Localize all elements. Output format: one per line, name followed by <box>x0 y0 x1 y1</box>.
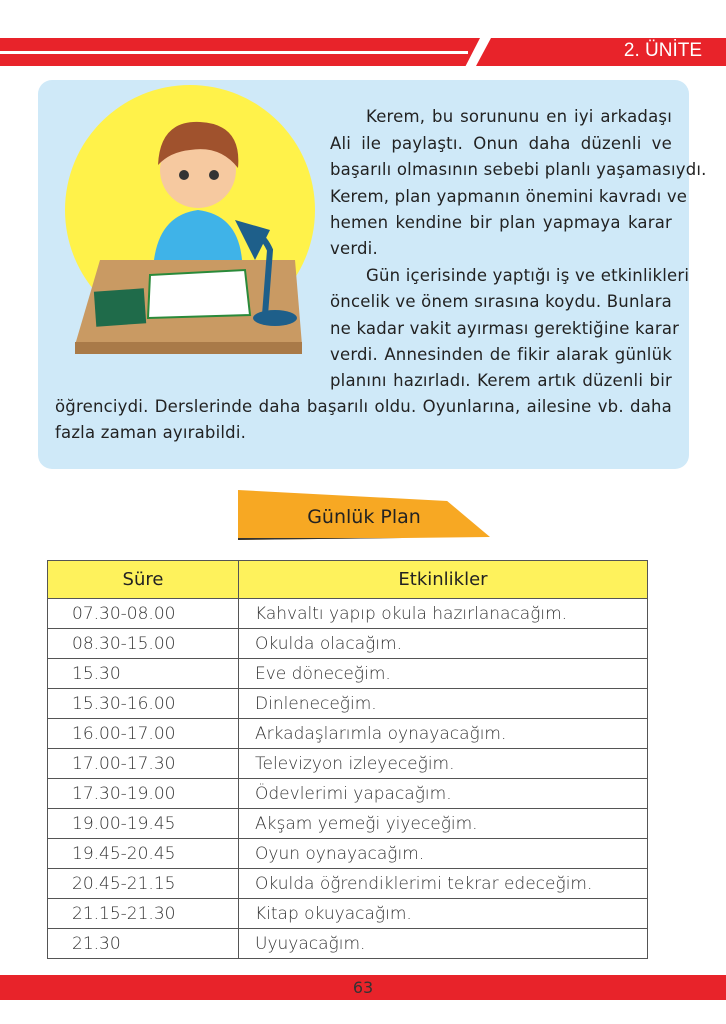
unit-label: 2. ÜNİTE <box>623 40 702 61</box>
story-line: ne kadar vakit ayırması gerektiğine karar <box>330 319 680 338</box>
page-number: 63 <box>352 978 374 997</box>
table-header-row <box>48 561 648 599</box>
time-cell: 19.00-19.45 <box>48 809 239 839</box>
plan-title: Günlük Plan <box>307 506 421 528</box>
activity-cell: Kahvaltı yapıp okula hazırlanacağım. <box>239 599 648 629</box>
activity-cell: Ödevlerimi yapacağım. <box>239 779 648 809</box>
table-row <box>48 899 648 929</box>
activity-cell: Televizyon izleyeceğim. <box>239 749 648 779</box>
table-row <box>48 659 648 689</box>
time-cell: 21.30 <box>48 929 239 959</box>
daily-plan-table <box>47 560 648 959</box>
activity-cell: Eve döneceğim. <box>239 659 648 689</box>
time-cell: 20.45-21.15 <box>48 869 239 899</box>
story-line: Gün içerisinde yaptığı iş ve etkinlikleri <box>366 266 690 285</box>
table-row <box>48 779 648 809</box>
activity-cell: Uyuyacağım. <box>239 929 648 959</box>
time-cell: 21.15-21.30 <box>48 899 239 929</box>
story-line: Kerem, bu sorununu en iyi arkadaşı <box>366 107 672 126</box>
table-row <box>48 599 648 629</box>
column-header-activities: Etkinlikler <box>239 561 648 599</box>
column-header-time: Süre <box>48 561 239 599</box>
story-line: verdi. <box>330 239 378 258</box>
time-cell: 19.45-20.45 <box>48 839 239 869</box>
time-cell: 16.00-17.00 <box>48 719 239 749</box>
story-line: fazla zaman ayırabildi. <box>55 423 247 442</box>
activity-cell: Arkadaşlarımla oynayacağım. <box>239 719 648 749</box>
story-line: verdi. Annesinden de fikir alarak günlük <box>330 345 672 364</box>
activity-cell: Okulda öğrendiklerimi tekrar edeceğim. <box>239 869 648 899</box>
table-row <box>48 629 648 659</box>
story-line: planını hazırladı. Kerem artık düzenli bir <box>330 371 672 390</box>
table-row <box>48 809 648 839</box>
activity-cell: Akşam yemeği yiyeceğim. <box>239 809 648 839</box>
table-row <box>48 929 648 959</box>
activity-cell: Kitap okuyacağım. <box>239 899 648 929</box>
table-row <box>48 839 648 869</box>
activity-cell: Dinleneceğim. <box>239 689 648 719</box>
table-row <box>48 689 648 719</box>
story-line: Kerem, plan yapmanın önemini kavradı ve <box>330 187 688 206</box>
story-line: Ali ile paylaştı. Onun daha düzenli ve <box>330 134 672 153</box>
table-row <box>48 869 648 899</box>
boy-studying-illustration <box>70 110 310 360</box>
table-row <box>48 749 648 779</box>
time-cell: 15.30 <box>48 659 239 689</box>
story-line: hemen kendine bir plan yapmaya karar <box>330 213 672 232</box>
time-cell: 08.30-15.00 <box>48 629 239 659</box>
activity-cell: Oyun oynayacağım. <box>239 839 648 869</box>
time-cell: 17.30-19.00 <box>48 779 239 809</box>
time-cell: 17.00-17.30 <box>48 749 239 779</box>
header-stripe <box>0 51 468 54</box>
time-cell: 07.30-08.00 <box>48 599 239 629</box>
story-line: öncelik ve önem sırasına koydu. Bunlara <box>330 292 672 311</box>
time-cell: 15.30-16.00 <box>48 689 239 719</box>
activity-cell: Okulda olacağım. <box>239 629 648 659</box>
story-line: başarılı olmasının sebebi planlı yaşamasıydı. <box>330 160 707 179</box>
table-row <box>48 719 648 749</box>
story-line: öğrenciydi. Derslerinde daha başarılı oldu. Oyunlarına, ailesine vb. daha <box>55 397 672 416</box>
